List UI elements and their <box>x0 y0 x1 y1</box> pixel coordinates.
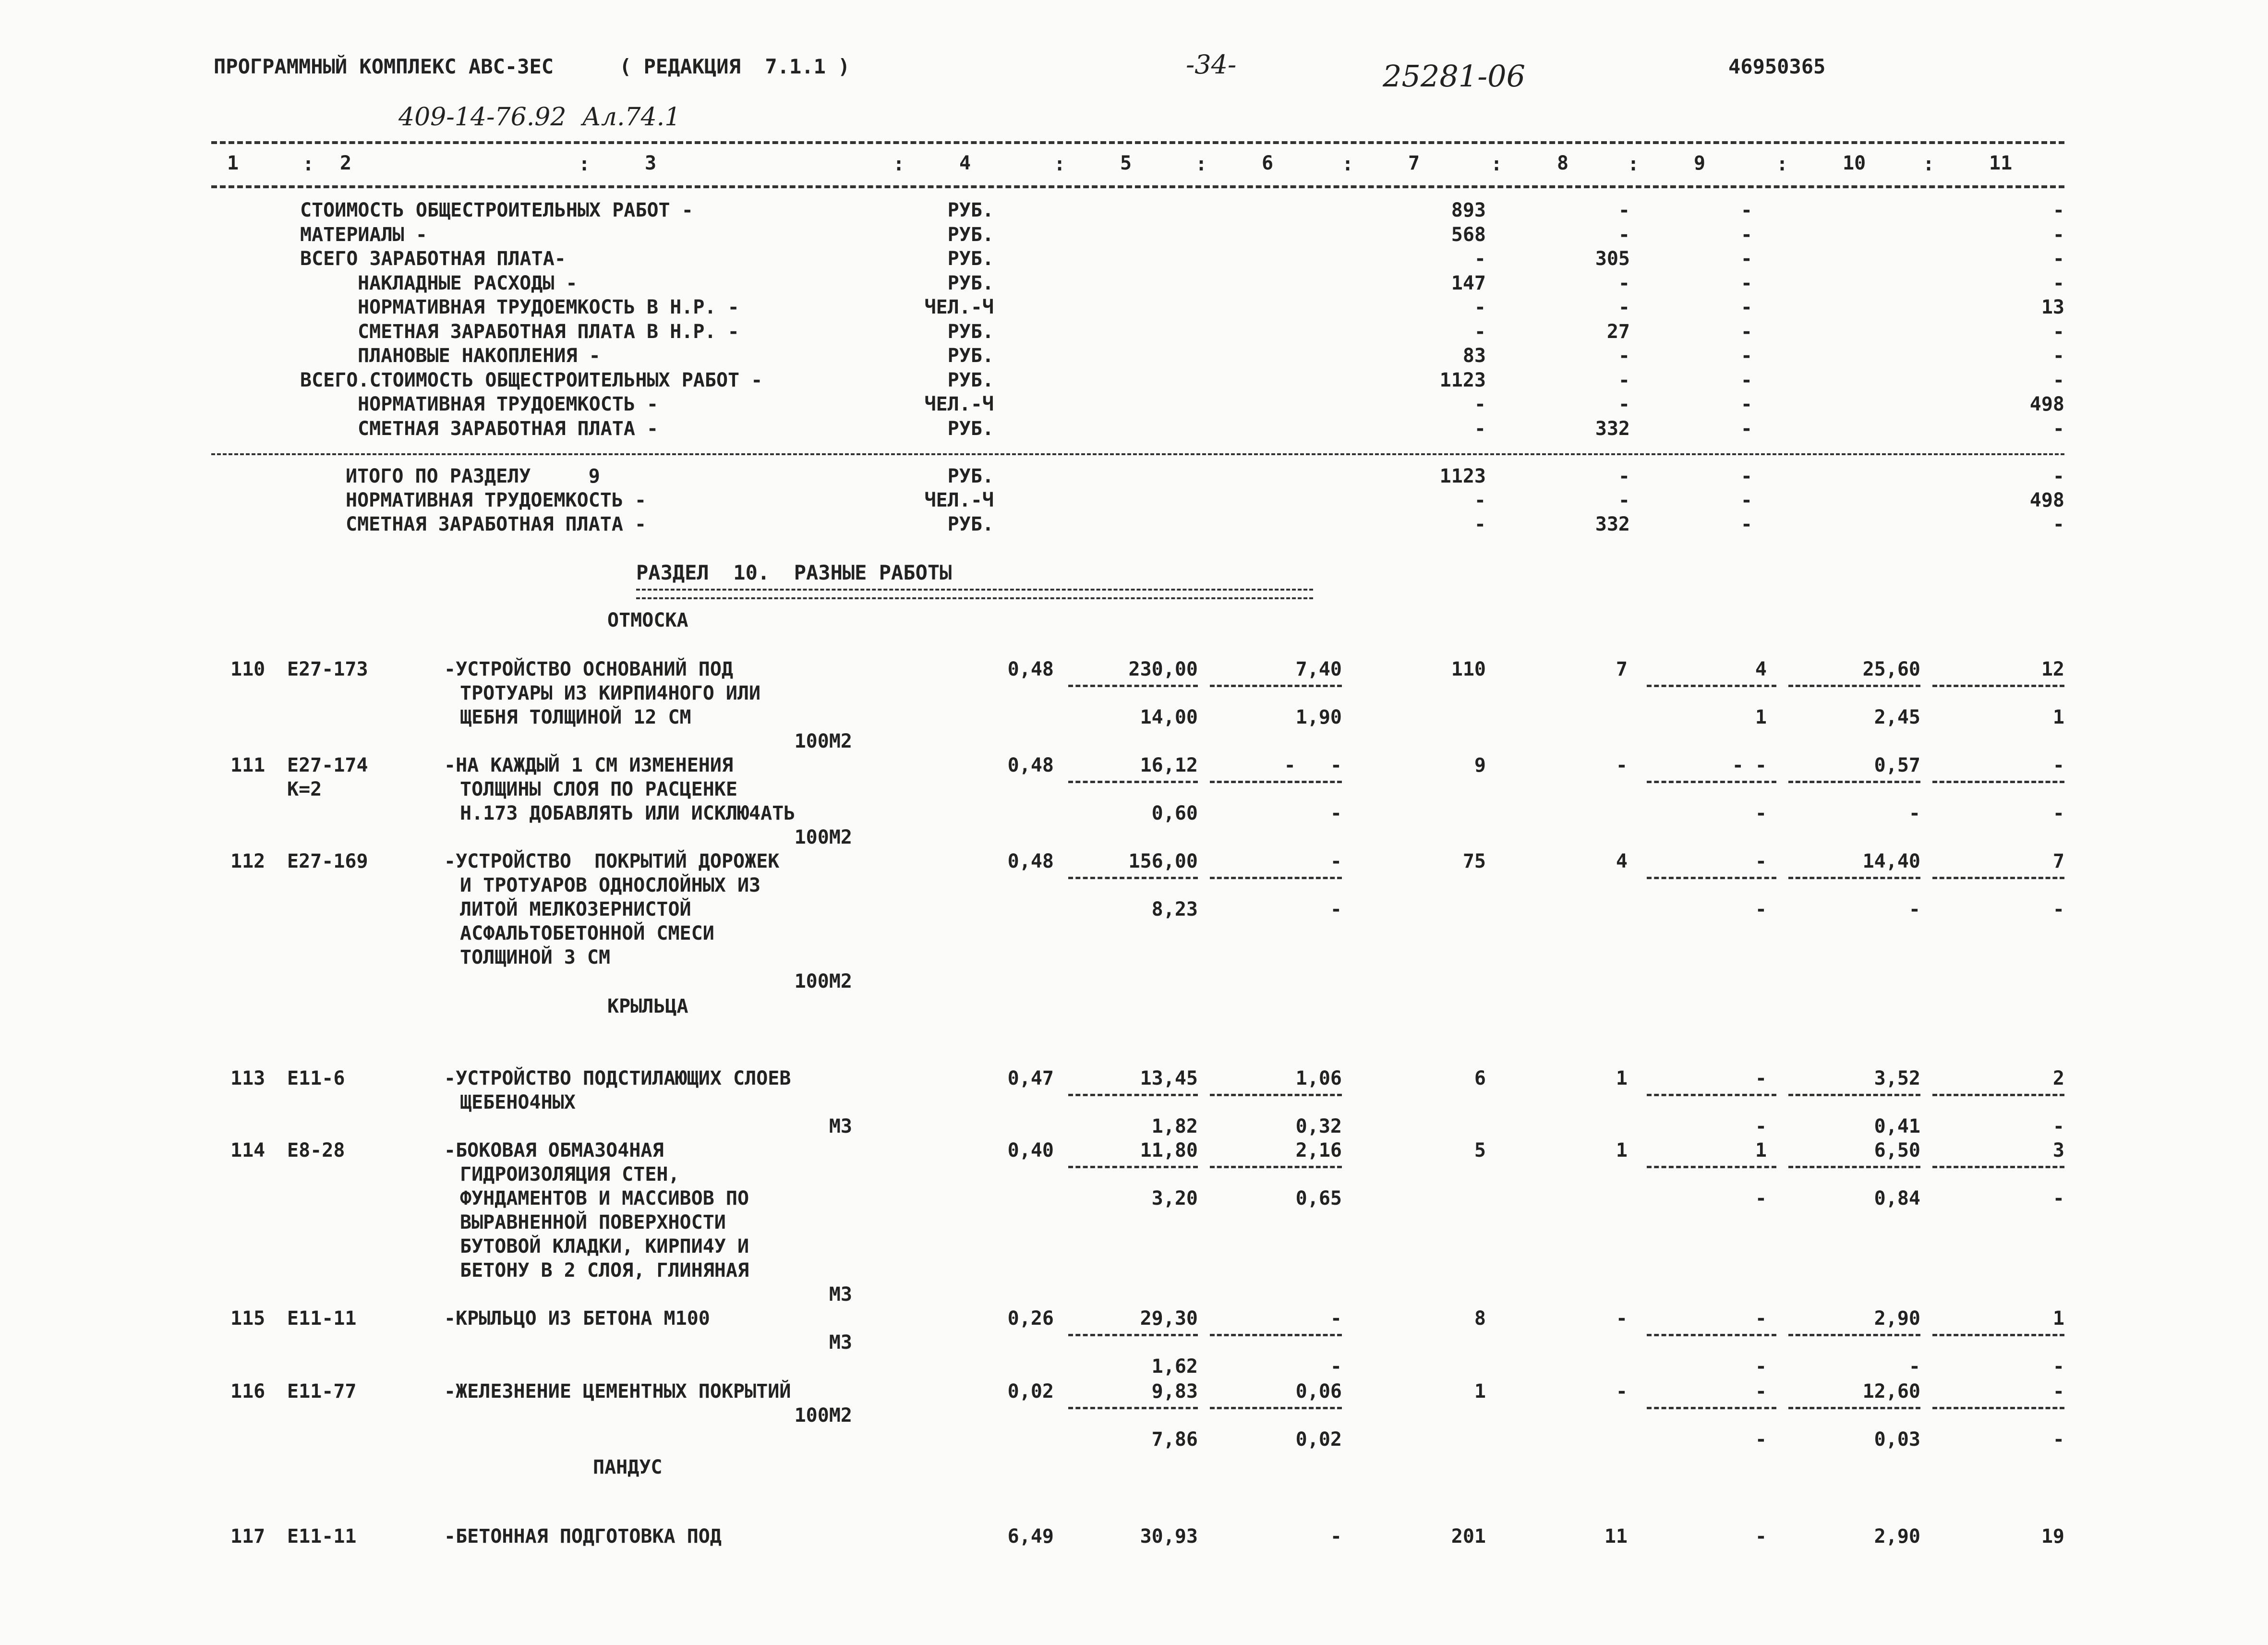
program-name: ПРОГРАММНЫЙ КОМПЛЕКС АВС-ЗЕС <box>214 55 554 78</box>
item-unit-cost: 30,93 <box>1140 1525 1198 1548</box>
item-col9-secondary: - <box>1755 898 1767 920</box>
summary-col9: - <box>1740 320 1752 343</box>
item-unit: М3 <box>829 1283 852 1306</box>
column-header-11: 11 <box>1989 152 2013 174</box>
item-col9-secondary: 1 <box>1755 706 1767 728</box>
summary-col11: - <box>2052 417 2064 440</box>
item-col5-rule <box>1068 1166 1198 1168</box>
summary-col8: - <box>1618 393 1630 415</box>
totals-col11: - <box>2052 465 2064 487</box>
item-col11-rule <box>1932 877 2064 879</box>
item-quantity: 0,02 <box>1007 1380 1054 1403</box>
section-title: РАЗДЕЛ 10. РАЗНЫЕ РАБОТЫ <box>636 561 952 584</box>
totals-unit: РУБ. <box>947 465 994 487</box>
item-col6-secondary: 0,32 <box>1295 1115 1342 1137</box>
totals-col8: - <box>1618 489 1630 511</box>
item-col7: 201 <box>1451 1525 1486 1548</box>
item-quantity: 0,47 <box>1007 1067 1054 1089</box>
item-col11-secondary: 1 <box>2052 706 2064 728</box>
summary-col7: 568 <box>1451 223 1486 246</box>
item-col5-rule <box>1068 781 1198 783</box>
table-header-rule <box>211 185 2064 188</box>
item-col6-secondary: 0,02 <box>1295 1428 1342 1451</box>
summary-label: НОРМАТИВНАЯ ТРУДОЕМКОСТЬ - <box>358 393 659 415</box>
item-col9: - <box>1755 1307 1767 1330</box>
item-col11: 7 <box>2052 850 2064 872</box>
summary-unit: ЧЕЛ.-Ч <box>924 393 994 415</box>
summary-col11: - <box>2052 199 2064 221</box>
summary-col9: - <box>1740 417 1752 440</box>
item-col11-secondary: - <box>2052 1428 2064 1451</box>
item-col6: 1,06 <box>1295 1067 1342 1089</box>
item-col10-secondary: - <box>1908 1355 1920 1378</box>
summary-label: СТОИМОСТЬ ОБЩЕСТРОИТЕЛЬНЫХ РАБОТ - <box>300 199 693 221</box>
subsection-krylca: КРЫЛЬЦА <box>607 995 688 1017</box>
item-col9-secondary: - <box>1755 1115 1767 1137</box>
item-col10-rule <box>1788 781 1920 783</box>
item-col6: - <box>1330 1307 1342 1330</box>
summary-label: ВСЕГО ЗАРАБОТНАЯ ПЛАТА- <box>300 248 566 270</box>
item-col6: 0,06 <box>1295 1380 1342 1403</box>
summary-col11: 13 <box>2041 296 2064 318</box>
totals-label: ИТОГО ПО РАЗДЕЛУ 9 <box>346 465 600 487</box>
item-col9-rule <box>1647 1166 1776 1168</box>
item-col6-rule <box>1210 877 1342 879</box>
summary-col9: - <box>1740 199 1752 221</box>
totals-col9: - <box>1740 489 1752 511</box>
handwritten-number: 25281-06 <box>1383 59 1526 94</box>
item-col10-secondary: 0,84 <box>1874 1187 1920 1210</box>
item-col6: 2,16 <box>1295 1139 1342 1161</box>
item-description-line: ТОЛЩИНОЙ 3 СМ <box>460 946 611 968</box>
item-col9-rule <box>1647 685 1776 687</box>
item-number: 114 <box>230 1139 265 1161</box>
column-separator: : <box>302 153 314 175</box>
item-col9: 1 <box>1755 1139 1767 1161</box>
totals-label: НОРМАТИВНАЯ ТРУДОЕМКОСТЬ - <box>346 489 647 511</box>
item-col9: 4 <box>1755 658 1767 680</box>
totals-col9: - <box>1740 513 1752 535</box>
item-description-line: И ТРОТУАРОВ ОДНОСЛОЙНЫХ ИЗ <box>460 874 761 896</box>
item-col10-secondary: 0,03 <box>1874 1428 1920 1451</box>
item-unit: М3 <box>829 1331 852 1354</box>
item-col6-secondary: - <box>1330 802 1342 824</box>
summary-label: СМЕТНАЯ ЗАРАБОТНАЯ ПЛАТА - <box>358 417 659 440</box>
summary-col11: - <box>2052 320 2064 343</box>
summary-col9: - <box>1740 296 1752 318</box>
item-col11-secondary: - <box>2052 1187 2064 1210</box>
item-col6-rule <box>1210 1407 1342 1409</box>
section-underline <box>636 589 1313 599</box>
summary-col7: 147 <box>1451 272 1486 294</box>
totals-label: СМЕТНАЯ ЗАРАБОТНАЯ ПЛАТА - <box>346 513 647 535</box>
column-header-1: 1 <box>227 152 239 174</box>
item-unit-cost: 156,00 <box>1128 850 1198 872</box>
column-separator: : <box>1054 153 1066 175</box>
item-description-line: -ЖЕЛЕЗНЕНИЕ ЦЕМЕНТНЫХ ПОКРЫТИЙ <box>444 1380 791 1403</box>
item-code: Е11-11 <box>287 1307 357 1330</box>
item-col10-secondary: 0,41 <box>1874 1115 1920 1137</box>
item-col10: 14,40 <box>1862 850 1920 872</box>
summary-col8: 305 <box>1595 248 1630 270</box>
totals-col7: - <box>1474 489 1486 511</box>
summary-col8: - <box>1618 296 1630 318</box>
item-number: 113 <box>230 1067 265 1089</box>
subsection-pandus: ПАНДУС <box>593 1456 663 1478</box>
summary-col8: - <box>1618 369 1630 391</box>
item-col11-rule <box>1932 1166 2064 1168</box>
item-col10-secondary: - <box>1908 898 1920 920</box>
item-description-line: ЛИТОЙ МЕЛКОЗЕРНИСТОЙ <box>460 898 691 920</box>
item-col6-rule <box>1210 1166 1342 1168</box>
summary-col7: - <box>1474 248 1486 270</box>
item-col11: 1 <box>2052 1307 2064 1330</box>
summary-label: ВСЕГО.СТОИМОСТЬ ОБЩЕСТРОИТЕЛЬНЫХ РАБОТ - <box>300 369 763 391</box>
item-unit-cost: 230,00 <box>1128 658 1198 680</box>
summary-label: НОРМАТИВНАЯ ТРУДОЕМКОСТЬ В Н.Р. - <box>358 296 739 318</box>
item-col6-rule <box>1210 781 1342 783</box>
summary-col9: - <box>1740 272 1752 294</box>
item-col10: 0,57 <box>1874 754 1920 776</box>
item-description-line: Н.173 ДОБАВЛЯТЬ ИЛИ ИСКЛЮ4АТЬ <box>460 802 796 824</box>
item-col10-secondary: - <box>1908 802 1920 824</box>
summary-col8: - <box>1618 223 1630 246</box>
item-col10: 6,50 <box>1874 1139 1920 1161</box>
item-description-line: ТРОТУАРЫ ИЗ КИРПИ4НОГО ИЛИ <box>460 682 761 704</box>
summary-col11: 498 <box>2029 393 2064 415</box>
column-separator: : <box>1628 153 1640 175</box>
column-separator: : <box>1776 153 1788 175</box>
item-col10-rule <box>1788 1094 1920 1096</box>
item-unit: 100М2 <box>794 1404 852 1427</box>
summary-col11: - <box>2052 345 2064 367</box>
item-description-line: -УСТРОЙСТВО ПОКРЫТИЙ ДОРОЖЕК <box>444 850 780 872</box>
totals-col8: 332 <box>1595 513 1630 535</box>
item-col10: 12,60 <box>1862 1380 1920 1403</box>
item-col11-rule <box>1932 781 2064 783</box>
item-unit-cost: 9,83 <box>1151 1380 1198 1403</box>
item-coefficient: К=2 <box>287 778 322 800</box>
item-col8: 11 <box>1604 1525 1628 1548</box>
item-col11-rule <box>1932 1407 2064 1409</box>
item-description-line: ВЫРАВНЕННОЙ ПОВЕРХНОСТИ <box>460 1211 726 1234</box>
item-code: Е27-173 <box>287 658 368 680</box>
item-col9-secondary: - <box>1755 1187 1767 1210</box>
item-description-line: -КРЫЛЬЦО ИЗ БЕТОНА М100 <box>444 1307 710 1330</box>
totals-col9: - <box>1740 465 1752 487</box>
totals-unit: ЧЕЛ.-Ч <box>924 489 994 511</box>
item-col8: 1 <box>1616 1139 1628 1161</box>
item-col11: 3 <box>2052 1139 2064 1161</box>
item-col6-rule <box>1210 1334 1342 1336</box>
item-col10: 25,60 <box>1862 658 1920 680</box>
item-col10-rule <box>1788 1334 1920 1336</box>
item-number: 110 <box>230 658 265 680</box>
summary-col8: - <box>1618 345 1630 367</box>
summary-col8: - <box>1618 272 1630 294</box>
column-header-2: 2 <box>340 152 352 174</box>
summary-col7: 893 <box>1451 199 1486 221</box>
summary-col9: - <box>1740 393 1752 415</box>
item-col9: - <box>1755 1380 1767 1403</box>
item-col6-secondary: - <box>1330 1355 1342 1378</box>
item-col8: 1 <box>1616 1067 1628 1089</box>
item-col5-rule <box>1068 685 1198 687</box>
item-col11-secondary: - <box>2052 802 2064 824</box>
item-col11: 2 <box>2052 1067 2064 1089</box>
item-col9: - <box>1755 1525 1767 1548</box>
item-description-line: ТОЛЩИНЫ СЛОЯ ПО РАСЦЕНКЕ <box>460 778 737 800</box>
totals-col7: - <box>1474 513 1486 535</box>
item-quantity: 0,48 <box>1007 850 1054 872</box>
item-col9-secondary: - <box>1755 802 1767 824</box>
item-col11-rule <box>1932 1334 2064 1336</box>
item-number: 117 <box>230 1525 265 1548</box>
item-unit-cost: 29,30 <box>1140 1307 1198 1330</box>
item-col11: - <box>2052 754 2064 776</box>
item-col11: - <box>2052 1380 2064 1403</box>
summary-unit: РУБ. <box>947 272 994 294</box>
item-col7: 75 <box>1462 850 1486 872</box>
item-number: 111 <box>230 754 265 776</box>
item-description-line: АСФАЛЬТОБЕТОННОЙ СМЕСИ <box>460 922 714 944</box>
summary-col7: 83 <box>1462 345 1486 367</box>
item-col6: 7,40 <box>1295 658 1342 680</box>
item-col9-rule <box>1647 877 1776 879</box>
item-quantity: 0,40 <box>1007 1139 1054 1161</box>
totals-col7: 1123 <box>1439 465 1486 487</box>
item-number: 116 <box>230 1380 265 1403</box>
item-col9-rule <box>1647 781 1776 783</box>
item-col9-rule <box>1647 1094 1776 1096</box>
item-wage-cost: 3,20 <box>1151 1187 1198 1210</box>
item-code: Е8-28 <box>287 1139 345 1161</box>
item-col5-rule <box>1068 1407 1198 1409</box>
totals-col11: 498 <box>2029 489 2064 511</box>
item-col8: 4 <box>1616 850 1628 872</box>
summary-col9: - <box>1740 345 1752 367</box>
item-col10-rule <box>1788 1166 1920 1168</box>
summary-col11: - <box>2052 272 2064 294</box>
item-unit-cost: 16,12 <box>1140 754 1198 776</box>
column-header-5: 5 <box>1120 152 1132 174</box>
totals-unit: РУБ. <box>947 513 994 535</box>
item-col5-rule <box>1068 1094 1198 1096</box>
summary-col7: - <box>1474 393 1486 415</box>
item-wage-cost: 0,60 <box>1151 802 1198 824</box>
item-description-line: ГИДРОИЗОЛЯЦИЯ СТЕН, <box>460 1163 680 1185</box>
item-col9: - <box>1755 850 1767 872</box>
table-top-rule <box>211 141 2064 144</box>
summary-col8: 332 <box>1595 417 1630 440</box>
summary-unit: РУБ. <box>947 248 994 270</box>
summary-col11: - <box>2052 223 2064 246</box>
handwritten-reference: 409-14-76.92 Ал.74.1 <box>398 103 681 132</box>
column-separator: : <box>1342 153 1354 175</box>
summary-col7: 1123 <box>1439 369 1486 391</box>
item-description-line: ФУНДАМЕНТОВ И МАССИВОВ ПО <box>460 1187 749 1210</box>
item-col10-rule <box>1788 877 1920 879</box>
summary-unit: ЧЕЛ.-Ч <box>924 296 994 318</box>
summary-label: ПЛАНОВЫЕ НАКОПЛЕНИЯ - <box>358 345 601 367</box>
summary-label: НАКЛАДНЫЕ РАСХОДЫ - <box>358 272 578 294</box>
column-header-10: 10 <box>1843 152 1866 174</box>
item-col11-secondary: - <box>2052 898 2064 920</box>
item-wage-cost: 1,82 <box>1151 1115 1198 1137</box>
column-header-4: 4 <box>959 152 971 174</box>
item-col7: 110 <box>1451 658 1486 680</box>
item-col9-rule <box>1647 1407 1776 1409</box>
column-header-7: 7 <box>1408 152 1420 174</box>
totals-col8: - <box>1618 465 1630 487</box>
edition: ( РЕДАКЦИЯ 7.1.1 ) <box>619 55 850 78</box>
item-code: Е11-77 <box>287 1380 357 1403</box>
item-col9: - <box>1755 1067 1767 1089</box>
summary-unit: РУБ. <box>947 369 994 391</box>
column-separator: : <box>1923 153 1935 175</box>
item-quantity: 0,48 <box>1007 658 1054 680</box>
item-col6-secondary: 1,90 <box>1295 706 1342 728</box>
item-unit: М3 <box>829 1115 852 1137</box>
summary-col7: - <box>1474 296 1486 318</box>
item-col6-rule <box>1210 685 1342 687</box>
item-description-line: -БЕТОННАЯ ПОДГОТОВКА ПОД <box>444 1525 722 1548</box>
item-col10-rule <box>1788 685 1920 687</box>
item-col11-rule <box>1932 1094 2064 1096</box>
item-col6: - <box>1330 1525 1342 1548</box>
column-separator: : <box>1195 153 1207 175</box>
item-col8: - <box>1616 1380 1628 1403</box>
item-description-line: -БОКОВАЯ ОБМАЗО4НАЯ <box>444 1139 664 1161</box>
page-number: -34- <box>1186 49 1237 80</box>
item-code: Е11-11 <box>287 1525 357 1548</box>
item-number: 112 <box>230 850 265 872</box>
column-separator: : <box>579 153 591 175</box>
item-number: 115 <box>230 1307 265 1330</box>
item-wage-cost: 7,86 <box>1151 1428 1198 1451</box>
item-col10-rule <box>1788 1407 1920 1409</box>
item-col8: - <box>1616 1307 1628 1330</box>
item-col9-secondary: - <box>1755 1428 1767 1451</box>
item-col7: 9 <box>1474 754 1486 776</box>
summary-col11: - <box>2052 248 2064 270</box>
document-code: 46950365 <box>1728 55 1826 78</box>
item-wage-cost: 1,62 <box>1151 1355 1198 1378</box>
item-col6-secondary: - <box>1330 898 1342 920</box>
column-separator: : <box>1491 153 1503 175</box>
item-description-line: ЩЕБНЯ ТОЛЩИНОЙ 12 СМ <box>460 706 691 728</box>
column-header-8: 8 <box>1557 152 1569 174</box>
item-col8: - <box>1616 754 1628 776</box>
summary-unit: РУБ. <box>947 223 994 246</box>
item-col5-rule <box>1068 877 1198 879</box>
summary-col9: - <box>1740 369 1752 391</box>
summary-unit: РУБ. <box>947 199 994 221</box>
column-header-3: 3 <box>645 152 657 174</box>
item-unit: 100М2 <box>794 826 852 848</box>
item-col11-rule <box>1932 685 2064 687</box>
item-wage-cost: 8,23 <box>1151 898 1198 920</box>
item-quantity: 6,49 <box>1007 1525 1054 1548</box>
item-col7: 1 <box>1474 1380 1486 1403</box>
item-col6: - <box>1330 850 1342 872</box>
item-col10: 2,90 <box>1874 1307 1920 1330</box>
item-col10: 2,90 <box>1874 1525 1920 1548</box>
item-col9-secondary: - <box>1755 1355 1767 1378</box>
item-quantity: 0,48 <box>1007 754 1054 776</box>
item-code: Е27-174 <box>287 754 368 776</box>
item-col11-secondary: - <box>2052 1115 2064 1137</box>
item-unit: 100М2 <box>794 970 852 992</box>
item-col9-rule <box>1647 1334 1776 1336</box>
item-col11: 19 <box>2041 1525 2064 1548</box>
summary-col11: - <box>2052 369 2064 391</box>
summary-col9: - <box>1740 248 1752 270</box>
column-header-6: 6 <box>1262 152 1274 174</box>
item-col8: 7 <box>1616 658 1628 680</box>
subsection-otmoska: ОТМОСКА <box>607 609 688 631</box>
item-description-line: -УСТРОЙСТВО ПОДСТИЛАЮЩИХ СЛОЕВ <box>444 1067 791 1089</box>
item-code: Е11-6 <box>287 1067 345 1089</box>
item-col11: 12 <box>2041 658 2064 680</box>
summary-label: МАТЕРИАЛЫ - <box>300 223 427 246</box>
item-col6: - - <box>1284 754 1342 776</box>
item-code: Е27-169 <box>287 850 368 872</box>
item-description-line: -НА КАЖДЫЙ 1 СМ ИЗМЕНЕНИЯ <box>444 754 734 776</box>
item-col10-secondary: 2,45 <box>1874 706 1920 728</box>
item-col7: 5 <box>1474 1139 1486 1161</box>
item-unit-cost: 13,45 <box>1140 1067 1198 1089</box>
summary-unit: РУБ. <box>947 345 994 367</box>
item-description-line: -УСТРОЙСТВО ОСНОВАНИЙ ПОД <box>444 658 734 680</box>
summary-col9: - <box>1740 223 1752 246</box>
column-separator: : <box>893 153 905 175</box>
summary-col7: - <box>1474 417 1486 440</box>
summary-rule <box>211 453 2064 455</box>
item-col6-secondary: 0,65 <box>1295 1187 1342 1210</box>
item-col9: - - <box>1732 754 1767 776</box>
item-unit: 100М2 <box>794 730 852 752</box>
item-quantity: 0,26 <box>1007 1307 1054 1330</box>
item-col7: 8 <box>1474 1307 1486 1330</box>
item-description-line: БЕТОНУ В 2 СЛОЯ, ГЛИНЯНАЯ <box>460 1259 749 1282</box>
item-description-line: БУТОВОЙ КЛАДКИ, КИРПИ4У И <box>460 1235 749 1258</box>
item-description-line: ЩЕБЕНО4НЫХ <box>460 1091 576 1113</box>
summary-unit: РУБ. <box>947 417 994 440</box>
summary-unit: РУБ. <box>947 320 994 343</box>
item-wage-cost: 14,00 <box>1140 706 1198 728</box>
item-col7: 6 <box>1474 1067 1486 1089</box>
totals-col11: - <box>2052 513 2064 535</box>
column-header-9: 9 <box>1694 152 1706 174</box>
summary-label: СМЕТНАЯ ЗАРАБОТНАЯ ПЛАТА В Н.Р. - <box>358 320 739 343</box>
item-col10: 3,52 <box>1874 1067 1920 1089</box>
summary-col7: - <box>1474 320 1486 343</box>
item-col5-rule <box>1068 1334 1198 1336</box>
item-col11-secondary: - <box>2052 1355 2064 1378</box>
summary-col8: 27 <box>1606 320 1630 343</box>
item-unit-cost: 11,80 <box>1140 1139 1198 1161</box>
item-col6-rule <box>1210 1094 1342 1096</box>
summary-col8: - <box>1618 199 1630 221</box>
